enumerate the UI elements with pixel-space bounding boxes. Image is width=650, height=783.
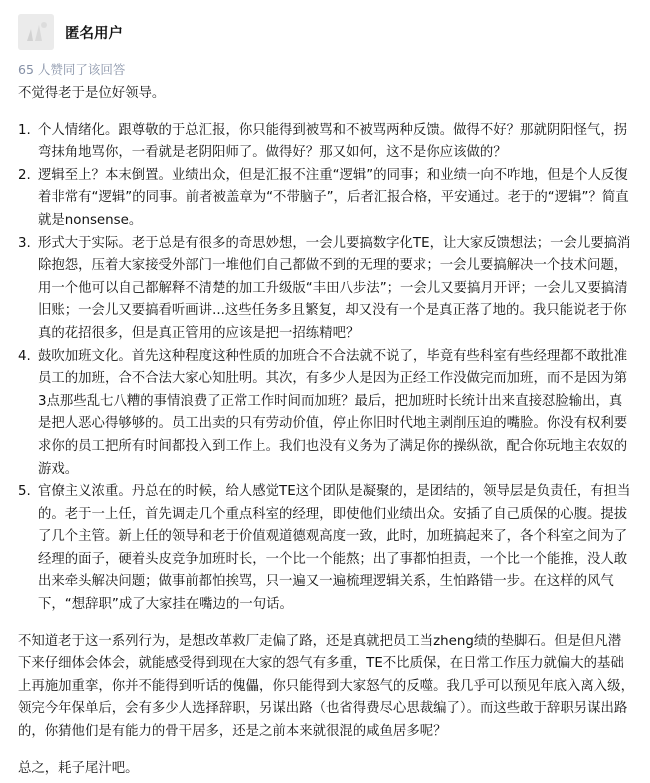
intro-paragraph: 不觉得老于是位好领导。 — [18, 86, 166, 101]
list-text: 逻辑至上？本末倒置。业绩出众，但是汇报不注重“逻辑”的同事；和业绩一向不咋地，但是个人反復着非常有“逻辑”的同事。前者被盖章为“不带脑子”，后者汇报合格，平安通过。老于的“逻辑”？简直就是nonsense。 — [38, 167, 629, 228]
final-line: 总之，耗子尾汁吧。 — [18, 760, 139, 776]
points-list — [18, 120, 634, 617]
list-item — [18, 481, 634, 617]
list-number: 1. — [18, 122, 31, 138]
list-number: 2. — [18, 167, 31, 183]
list-item — [18, 120, 634, 165]
list-item — [18, 233, 634, 346]
list-text: 形式大于实际。老于总是有很多的奇思妙想，一会儿要搞数字化TE，让大家反馈想法；一会儿要搞消除抱怨，压着大家接受外部门一堆他们自己都做不到的无理的要求；一会儿要搞解决一个技术问题，用一个他可以自己都解释不清楚的加工升级版“丰田八步法”；一会儿又要搞月开评；一会儿又要搞清旧账；一会儿又要搞看听画讲...这些任务多且繁复，却又没有一个是真正落了地的。我只能说老于你真的花招很多，但是真正管用的应该是把一招练精吧？ — [38, 235, 631, 341]
closing-paragraph: 不知道老于这一系列行为，是想改革救厂走偏了路，还是真就把员工当zheng绩的垫脚石。但是但凡潜下来仔细体会体会，就能感受得到现在大家的怨气有多重，TE不比质保，在日常工作压力就偏大的基础上再施加重挛，你并不能得到听话的傀儡，你只能得到大家怒气的反噬。我几乎可以预见年底入离入级，领完今年保单后，会有多少人选择辞职，另谋出路（也省得费尽心思裁编了）。而这些敢于辞职另谋出路的，你猜他们是有能力的骨干居多，还是之前本来就很混的咸鱼居多呢？ — [18, 633, 634, 740]
list-text: 鼓吹加班文化。首先这种程度这种性质的加班合不合法就不说了，毕竟有些科室有些经理都不敢批准员工的加班，合不合法大家心知肚明。其次，有多少人是因为正经工作没做完而加班，而不是因为第3点那些乱七八糟的事情浪费了正常工作时间而加班？最后，把加班时长统计出来直接怼脸输出，真是把人恶心得够够的。员工出卖的只有劳动价值，停止你旧时代地主剥削压迫的嘴脸。你没有权利要求你的员工把所有时间都投入到工作上。我们也没有义务为了满足你的操纵欲，配合你玩地主农奴的游戏。 — [38, 348, 628, 477]
anonymous-avatar-icon[interactable] — [18, 14, 54, 50]
list-item — [18, 346, 634, 482]
answer-content — [18, 83, 634, 780]
author-name[interactable]: 匿名用户 — [65, 25, 123, 42]
list-text: 个人情绪化。跟尊敬的于总汇报，你只能得到被骂和不被骂两种反馈。做得不好？那就阴阳怪气，拐弯抹角地骂你，一看就是老阴阳师了。做得好？那又如何，这不是你应该做的？ — [38, 122, 628, 161]
likes-count[interactable]: 65 人赞同了该回答 — [18, 62, 126, 77]
list-text: 官僚主义浓重。丹总在的时候，给人感觉TE这个团队是凝聚的，是团结的，领导层是负责任，有担当的。老于一上任，首先调走几个重点科室的经理，即使他们业绩出众。安插了自己质保的心腹。提拔了几个主管。新上任的领导和老于价值观道德观高度一致，此时，加班搞起来了，各个科室之间为了经理的面子，硬着头皮竞争加班时长，一个比一个能熬；出了事都怕担责，一个比一个能推，没人敢出来牵头解决问题；做事前都怕挨骂，只一遍又一遍梳理逻辑关系，生怕路错一步。在这样的风气下，“想辞职”成了大家挂在嘴边的一句话。 — [38, 484, 631, 613]
list-number: 4. — [18, 348, 31, 364]
list-number: 3. — [18, 235, 31, 251]
list-item — [18, 165, 634, 233]
answer-author — [18, 14, 123, 50]
list-number: 5. — [18, 484, 31, 500]
